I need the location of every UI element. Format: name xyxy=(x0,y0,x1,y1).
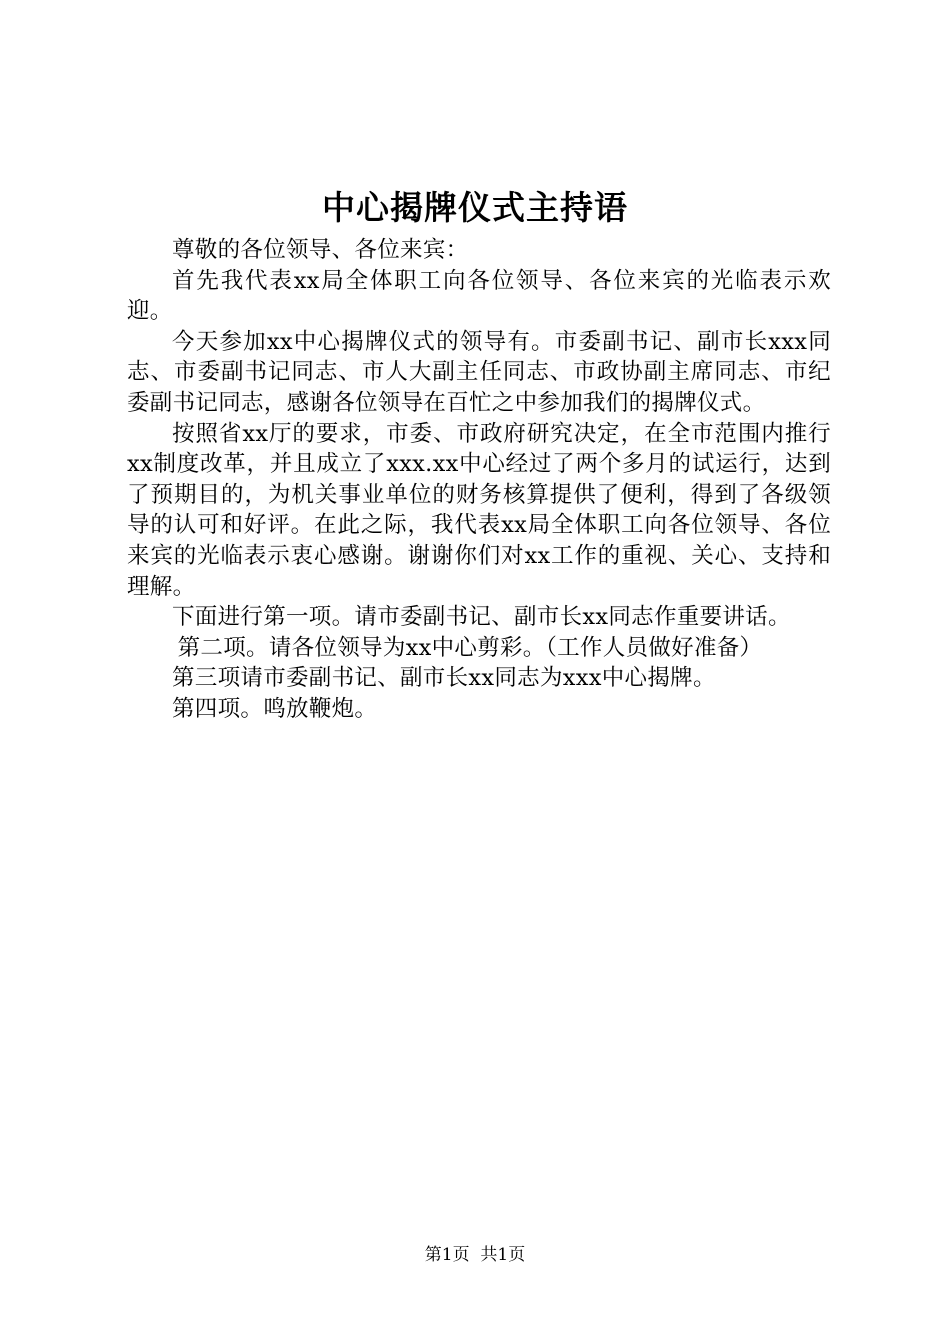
page-total: 共1页 xyxy=(480,1245,526,1265)
document-body xyxy=(127,235,831,725)
paragraph-item-one: 下面进行第一项。请市委副书记、副市长xx同志作重要讲话。 xyxy=(172,604,791,631)
footer-spacer xyxy=(470,1245,481,1265)
document-title: 中心揭牌仪式主持语 xyxy=(322,188,628,227)
paragraph-greeting: 尊敬的各位领导、各位来宾： xyxy=(172,237,469,263)
paragraph-item-four: 第四项。鸣放鞭炮。 xyxy=(172,695,378,722)
paragraph-attendees: 今天参加xx中心揭牌仪式的领导有。市委副书记、副市长xxx同志、市委副书记同志、市人大副主任同志、市政协副主席同志、市纪委副书记同志，感谢各位领导在百忙之中参加我们的揭牌仪式。 xyxy=(127,328,831,416)
paragraph-item-three: 第三项请市委副书记、副市长xx同志为xxx中心揭牌。 xyxy=(172,665,716,692)
paragraph-background: 按照省xx厅的要求，市委、市政府研究决定，在全市范围内推行xx制度改革，并且成立了xxx.xx中心经过了两个多月的试运行，达到了预期目的，为机关事业单位的财务核算提供了便利，得到了各级领导的认可和好评。在此之际，我代表xx局全体职工向各位领导、各位来宾的光临表示衷心感谢。谢谢你们对xx工作的重视、关心、支持和理解。 xyxy=(127,420,831,600)
page-number: 第1页 xyxy=(424,1245,470,1265)
page-footer xyxy=(0,1243,950,1267)
paragraph-welcome: 首先我代表xx局全体职工向各位领导、各位来宾的光临表示欢迎。 xyxy=(127,267,831,325)
paragraph-item-two: 第二项。请各位领导为xx中心剪彩。（工作人员做好准备） xyxy=(177,634,763,661)
